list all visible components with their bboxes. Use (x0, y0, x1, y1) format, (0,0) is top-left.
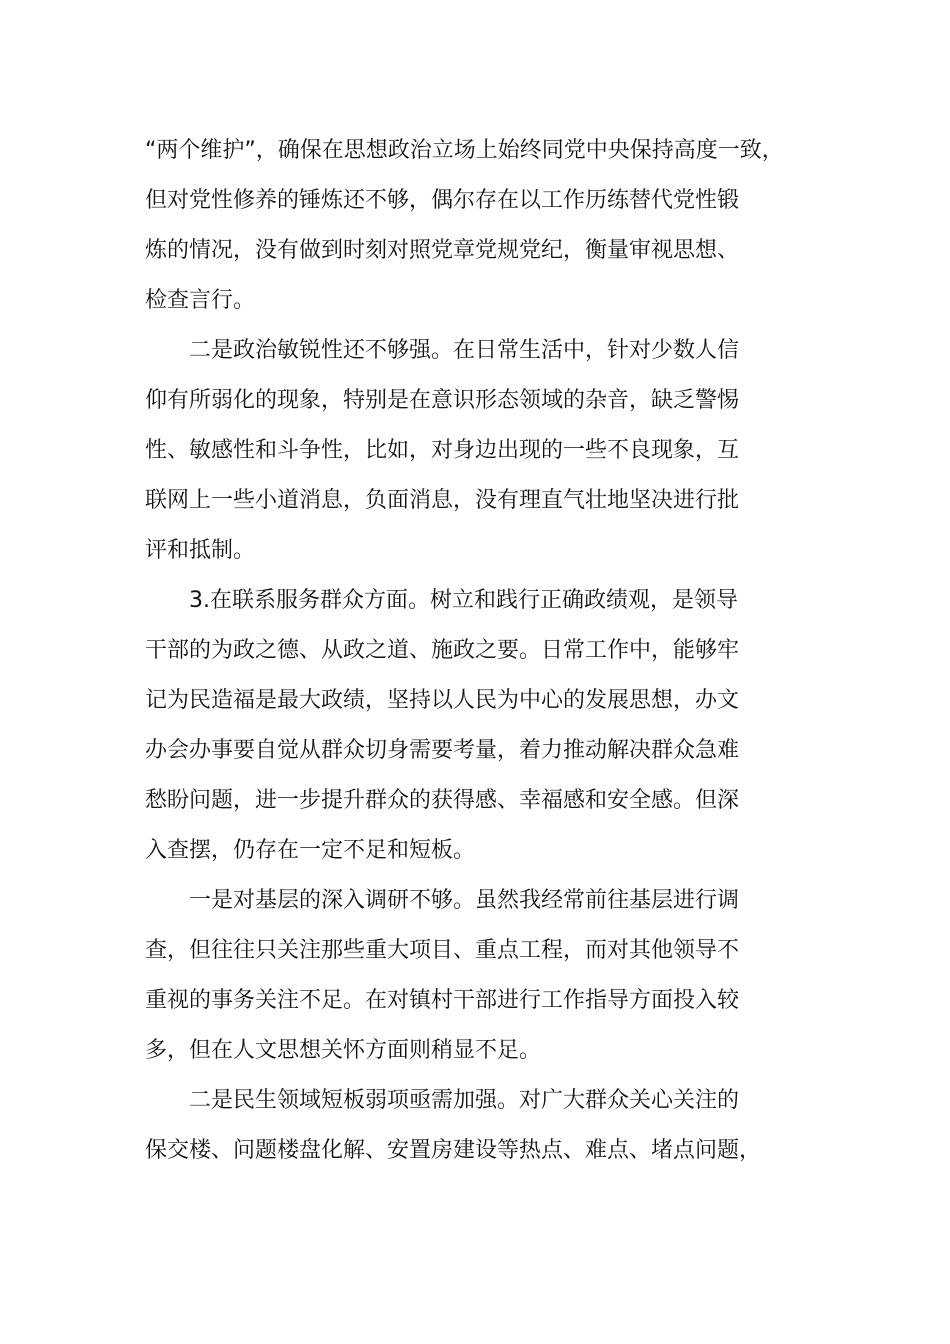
text-line: “两个维护”，确保在思想政治立场上始终同党中央保持高度一致， (145, 138, 784, 163)
text-line: 二是民生领域短板弱项亟需加强。对广大群众关心关注的 (189, 1088, 740, 1113)
text-line: 保交楼、问题楼盘化解、安置房建设等热点、难点、堵点问题， (145, 1138, 762, 1163)
text-line: 评和抵制。 (145, 538, 256, 563)
text-line: 性、敏感性和斗争性，比如，对身边出现的一些不良现象，互 (145, 438, 740, 463)
text-line: 联网上一些小道消息，负面消息，没有理直气壮地坚决进行批 (145, 488, 740, 513)
paragraph-political-sensitivity (145, 326, 825, 576)
text-line: 多，但在人文思想关怀方面则稍显不足。 (145, 1038, 542, 1063)
text-line: 炼的情况，没有做到时刻对照党章党规党纪，衡量审视思想、 (145, 238, 740, 263)
paragraph-grassroots-research (145, 876, 825, 1076)
text-line: 愁盼问题，进一步提升群众的获得感、幸福感和安全感。但深 (145, 788, 740, 813)
text-line: 3.在联系服务群众方面。树立和践行正确政绩观，是领导 (189, 588, 738, 613)
text-line: 一是对基层的深入调研不够。虽然我经常前往基层进行调 (189, 888, 740, 913)
text-line: 入查摆，仍存在一定不足和短板。 (145, 838, 476, 863)
text-line: 干部的为政之德、从政之道、施政之要。日常工作中，能够牢 (145, 638, 740, 663)
paragraph-serving-masses (145, 576, 825, 876)
text-line: 检查言行。 (145, 288, 256, 313)
text-line: 查，但往往只关注那些重大项目、重点工程，而对其他领导不 (145, 938, 740, 963)
text-line: 办会办事要自觉从群众切身需要考量，着力推动解决群众急难 (145, 738, 740, 763)
document-body (145, 126, 825, 1176)
paragraph-continued (145, 126, 825, 326)
text-line: 但对党性修养的锤炼还不够，偶尔存在以工作历练替代党性锻 (145, 188, 740, 213)
text-line: 记为民造福是最大政绩，坚持以人民为中心的发展思想，办文 (145, 688, 740, 713)
text-line: 二是政治敏锐性还不够强。在日常生活中，针对少数人信 (189, 338, 740, 363)
text-line: 仰有所弱化的现象，特别是在意识形态领域的杂音，缺乏警惕 (145, 388, 740, 413)
text-line: 重视的事务关注不足。在对镇村干部进行工作指导方面投入较 (145, 988, 740, 1013)
paragraph-livelihood (145, 1076, 825, 1176)
